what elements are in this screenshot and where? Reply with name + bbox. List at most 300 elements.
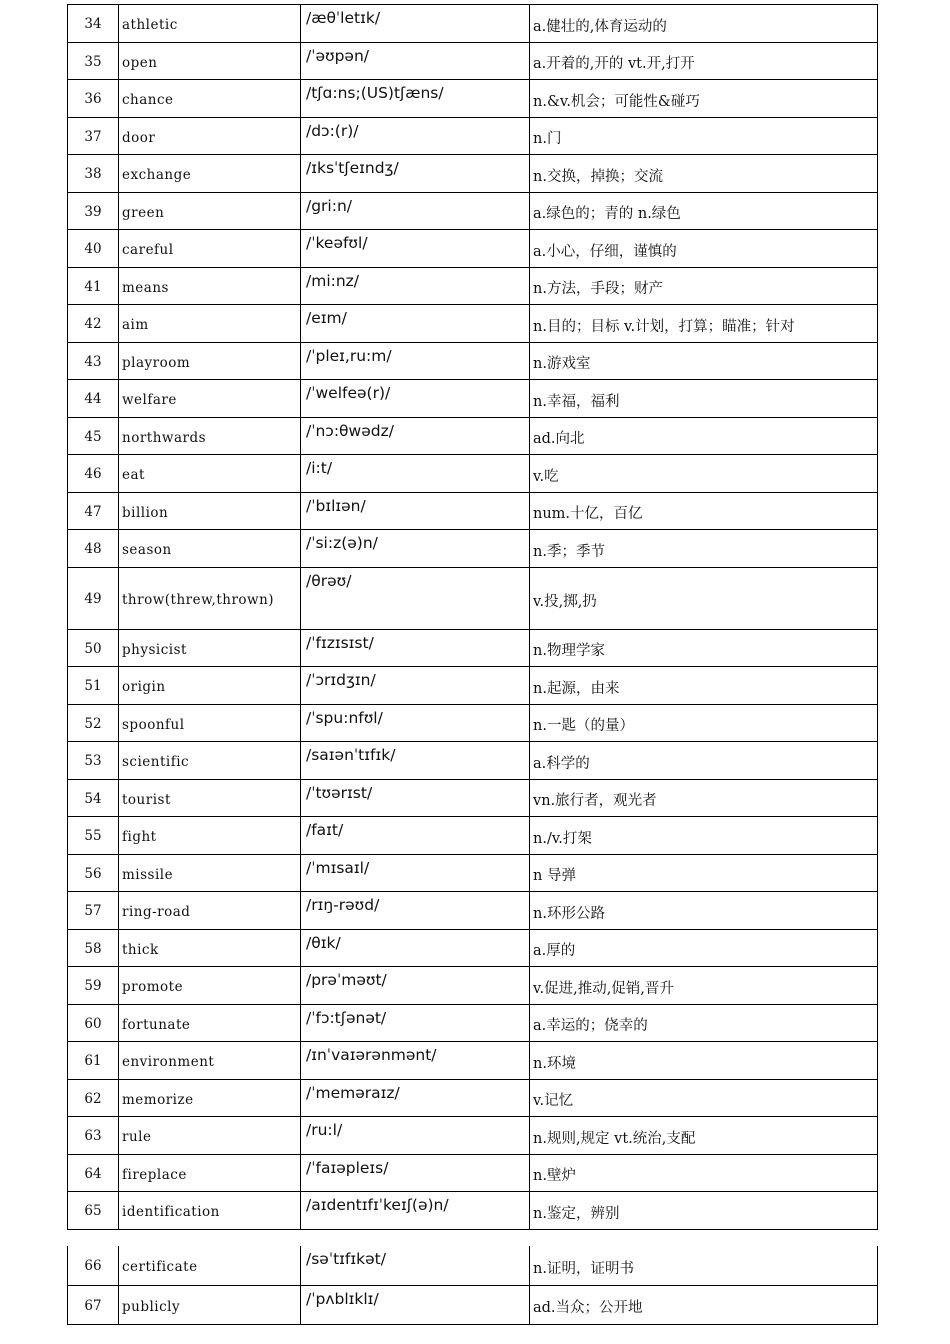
definition-cell-text: a.厚的 (533, 943, 576, 960)
definition-cell (530, 929, 878, 967)
definition-cell-text: n.一匙（的量） (533, 718, 634, 735)
definition-cell (530, 1004, 878, 1042)
word-cell-text: northwards (122, 429, 207, 446)
definition-cell-text: n.&v.机会；可能性&碰巧 (533, 93, 700, 110)
word-cell-text: playroom (122, 354, 191, 371)
phonetic-cell-text: /saɪənˈtɪfɪk/ (306, 746, 396, 764)
phonetic-cell (301, 455, 530, 493)
row-number (68, 567, 119, 629)
definition-cell (530, 267, 878, 305)
row-number (68, 1246, 119, 1285)
phonetic-cell (301, 5, 530, 43)
row-number (68, 192, 119, 230)
word-cell-text: identification (122, 1204, 220, 1221)
row-number (68, 742, 119, 780)
vocabulary-row (68, 854, 878, 892)
definition-cell (530, 1192, 878, 1230)
vocabulary-row (68, 192, 878, 230)
word-cell (119, 892, 301, 930)
row-number-text: 57 (84, 903, 102, 920)
word-cell-text: eat (122, 467, 145, 484)
row-number (68, 267, 119, 305)
definition-cell-text: v.促进,推动,促销,晋升 (533, 980, 674, 997)
phonetic-cell-text: /θrəʊ/ (306, 571, 352, 590)
word-cell (119, 192, 301, 230)
row-number (68, 1192, 119, 1230)
phonetic-cell (301, 854, 530, 892)
definition-cell-text: num.十亿，百亿 (533, 506, 643, 523)
row-number-text: 65 (84, 1203, 102, 1220)
phonetic-cell (301, 492, 530, 530)
definition-cell (530, 455, 878, 493)
definition-cell-text: n.规则,规定 vt.统治,支配 (533, 1130, 696, 1147)
phonetic-cell-text: /ˈfɪzɪsɪst/ (306, 633, 374, 652)
definition-cell (530, 1285, 878, 1324)
row-number-text: 50 (84, 640, 102, 657)
word-cell-text: open (122, 54, 158, 71)
phonetic-cell (301, 230, 530, 268)
phonetic-cell (301, 530, 530, 568)
phonetic-cell-text: /tʃɑ:ns;(US)tʃæns/ (306, 84, 444, 102)
vocabulary-row (68, 779, 878, 817)
phonetic-cell-text: /ɪksˈtʃeɪndʒ/ (306, 159, 399, 177)
phonetic-cell (301, 380, 530, 418)
definition-cell (530, 742, 878, 780)
definition-cell (530, 305, 878, 343)
definition-cell-text: n.季；季节 (533, 543, 605, 560)
row-number (68, 230, 119, 268)
row-number (68, 492, 119, 530)
row-number (68, 1285, 119, 1324)
definition-cell (530, 42, 878, 80)
vocabulary-row (68, 1192, 878, 1230)
word-cell (119, 1246, 301, 1285)
word-cell (119, 929, 301, 967)
row-number (68, 455, 119, 493)
word-cell-text: certificate (122, 1259, 198, 1276)
definition-cell-text: n.鉴定，辨别 (533, 1205, 620, 1222)
phonetic-cell-text: /prəˈməʊt/ (306, 971, 387, 989)
definition-cell-text: ad.向北 (533, 431, 585, 448)
word-cell (119, 1079, 301, 1117)
vocabulary-row (68, 305, 878, 343)
word-cell (119, 455, 301, 493)
definition-cell (530, 1042, 878, 1080)
definition-cell (530, 342, 878, 380)
row-number (68, 530, 119, 568)
definition-cell-text: vn.旅行者，观光者 (533, 793, 657, 810)
phonetic-cell-text: /ˈsi:z(ə)n/ (306, 534, 378, 552)
word-cell (119, 629, 301, 667)
row-number (68, 380, 119, 418)
row-number-text: 35 (84, 53, 102, 70)
phonetic-cell (301, 704, 530, 742)
vocabulary-row (68, 667, 878, 705)
definition-cell-text: ad.当众；公开地 (533, 1300, 643, 1316)
row-number (68, 667, 119, 705)
vocabulary-row (68, 629, 878, 667)
row-number (68, 629, 119, 667)
word-cell (119, 1004, 301, 1042)
vocabulary-row (68, 1154, 878, 1192)
vocabulary-row (68, 1285, 878, 1324)
vocabulary-table-body (68, 5, 878, 1230)
row-number-text: 67 (84, 1297, 102, 1314)
definition-cell (530, 1117, 878, 1155)
vocabulary-row (68, 117, 878, 155)
vocabulary-row (68, 892, 878, 930)
row-number (68, 305, 119, 343)
definition-cell (530, 854, 878, 892)
definition-cell (530, 704, 878, 742)
definition-cell (530, 155, 878, 193)
phonetic-cell-text: /ˈmeməraɪz/ (306, 1083, 400, 1102)
word-cell (119, 1154, 301, 1192)
phonetic-cell-text: /rɪŋ-rəʊd/ (306, 896, 380, 914)
row-number-text: 41 (84, 278, 102, 295)
word-cell-text: missile (122, 866, 174, 883)
row-number-text: 45 (84, 428, 102, 445)
word-cell-text: ring-road (122, 904, 191, 921)
definition-cell-text: n.幸福，福利 (533, 393, 620, 410)
phonetic-cell-text: /ˈwelfeə(r)/ (306, 384, 391, 402)
vocabulary-table-continued-body (68, 1246, 878, 1324)
phonetic-cell (301, 342, 530, 380)
phonetic-cell-text: /səˈtɪfɪkət/ (306, 1250, 386, 1268)
row-number (68, 1042, 119, 1080)
phonetic-cell (301, 80, 530, 118)
row-number-text: 60 (84, 1015, 102, 1032)
word-cell-text: welfare (122, 392, 177, 409)
word-cell-text: means (122, 279, 169, 296)
definition-cell-text: n.起源，由来 (533, 680, 620, 697)
definition-cell-text: n.交换，掉换；交流 (533, 168, 663, 185)
word-cell (119, 267, 301, 305)
phonetic-cell (301, 1079, 530, 1117)
definition-cell-text: v.记忆 (533, 1093, 574, 1110)
definition-cell (530, 530, 878, 568)
phonetic-cell-text: /ɪnˈvaɪərənmənt/ (306, 1046, 437, 1064)
phonetic-cell (301, 929, 530, 967)
vocabulary-row (68, 742, 878, 780)
row-number-text: 40 (84, 241, 102, 258)
definition-cell-text: n.门 (533, 131, 562, 148)
row-number-text: 36 (84, 91, 102, 108)
vocabulary-row (68, 1246, 878, 1285)
phonetic-cell (301, 1285, 530, 1324)
phonetic-cell (301, 1042, 530, 1080)
vocabulary-row (68, 230, 878, 268)
word-cell-text: origin (122, 679, 166, 696)
definition-cell-text: n./v.打架 (533, 830, 592, 847)
word-cell (119, 1285, 301, 1324)
definition-cell (530, 380, 878, 418)
row-number-text: 37 (84, 128, 102, 145)
vocabulary-row (68, 530, 878, 568)
word-cell-text: season (122, 542, 172, 559)
row-number-text: 52 (84, 715, 102, 732)
definition-cell (530, 817, 878, 855)
definition-cell-text: n.环形公路 (533, 905, 605, 922)
phonetic-cell-text: /faɪt/ (306, 821, 344, 839)
phonetic-cell-text: /ˈfɔ:tʃənət/ (306, 1008, 387, 1027)
word-cell (119, 1192, 301, 1230)
row-number (68, 892, 119, 930)
definition-cell (530, 629, 878, 667)
definition-cell-text: a.健壮的,体育运动的 (533, 18, 667, 35)
row-number-text: 59 (84, 978, 102, 995)
vocabulary-row (68, 967, 878, 1005)
row-number-text: 48 (84, 541, 102, 558)
phonetic-cell-text: /ˈnɔ:θwədz/ (306, 421, 394, 440)
row-number-text: 49 (84, 591, 102, 607)
vocabulary-table (67, 4, 878, 1230)
vocabulary-table-continued (67, 1246, 878, 1325)
vocabulary-row (68, 342, 878, 380)
phonetic-cell-text: /dɔ:(r)/ (306, 121, 359, 140)
row-number (68, 1117, 119, 1155)
definition-cell (530, 5, 878, 43)
phonetic-cell (301, 629, 530, 667)
phonetic-cell-text: /ˈpleɪ,ru:m/ (306, 346, 392, 365)
vocabulary-row (68, 1042, 878, 1080)
vocabulary-row (68, 380, 878, 418)
row-number (68, 967, 119, 1005)
phonetic-cell-text: /æθˈletɪk/ (306, 9, 381, 27)
row-number (68, 117, 119, 155)
row-number-text: 56 (84, 865, 102, 882)
phonetic-cell (301, 817, 530, 855)
row-number-text: 53 (84, 753, 102, 770)
phonetic-cell-text: /ˈəʊpən/ (306, 46, 370, 65)
row-number (68, 704, 119, 742)
phonetic-cell-text: /θɪk/ (306, 933, 341, 952)
row-number-text: 61 (84, 1053, 102, 1070)
phonetic-cell (301, 305, 530, 343)
vocabulary-row (68, 1004, 878, 1042)
definition-cell-text: n.游戏室 (533, 356, 591, 373)
phonetic-cell-text: /eɪm/ (306, 309, 347, 327)
phonetic-cell (301, 117, 530, 155)
row-number (68, 417, 119, 455)
definition-cell-text: n.证明，证明书 (533, 1260, 634, 1277)
row-number-text: 47 (84, 503, 102, 520)
phonetic-cell-text: /aɪdentɪfɪˈkeɪʃ(ə)n/ (306, 1196, 449, 1214)
definition-cell (530, 567, 878, 629)
row-number-text: 66 (84, 1258, 102, 1275)
row-number-text: 34 (84, 16, 102, 33)
word-cell (119, 1042, 301, 1080)
word-cell-text: tourist (122, 791, 171, 808)
word-cell (119, 1117, 301, 1155)
row-number (68, 817, 119, 855)
vocabulary-row (68, 704, 878, 742)
vocabulary-row (68, 492, 878, 530)
row-number (68, 42, 119, 80)
phonetic-cell (301, 1117, 530, 1155)
definition-cell (530, 192, 878, 230)
phonetic-cell (301, 742, 530, 780)
vocabulary-row (68, 417, 878, 455)
row-number-text: 42 (84, 316, 102, 333)
definition-cell (530, 1246, 878, 1285)
phonetic-cell-text: /ˈspu:nfʊl/ (306, 708, 383, 727)
word-cell-text: publicly (122, 1298, 181, 1315)
word-cell-text: fortunate (122, 1016, 191, 1033)
row-number-text: 55 (84, 828, 102, 845)
phonetic-cell (301, 1192, 530, 1230)
word-cell-text: fireplace (122, 1166, 187, 1183)
vocabulary-row (68, 42, 878, 80)
word-cell (119, 492, 301, 530)
row-number (68, 1154, 119, 1192)
phonetic-cell (301, 1004, 530, 1042)
definition-cell (530, 667, 878, 705)
definition-cell-text: n 导弹 (533, 868, 576, 885)
definition-cell-text: n.壁炉 (533, 1168, 576, 1185)
phonetic-cell (301, 192, 530, 230)
word-cell-text: aim (122, 317, 149, 334)
word-cell (119, 779, 301, 817)
row-number-text: 38 (84, 166, 102, 183)
row-number (68, 854, 119, 892)
word-cell (119, 742, 301, 780)
vocabulary-row (68, 929, 878, 967)
row-number-text: 51 (84, 678, 102, 695)
row-number (68, 1079, 119, 1117)
definition-cell-text: a.科学的 (533, 755, 590, 772)
word-cell-text: fight (122, 829, 157, 846)
phonetic-cell (301, 892, 530, 930)
row-number-text: 39 (84, 203, 102, 220)
definition-cell-text: n.方法，手段；财产 (533, 281, 663, 298)
phonetic-cell (301, 267, 530, 305)
word-cell-text: rule (122, 1129, 152, 1146)
word-cell (119, 530, 301, 568)
word-cell-text: chance (122, 92, 174, 109)
word-cell (119, 230, 301, 268)
definition-cell-text: v.吃 (533, 468, 559, 485)
vocabulary-row (68, 155, 878, 193)
phonetic-cell-text: /ˈbɪlɪən/ (306, 496, 366, 515)
phonetic-cell-text: /mi:nz/ (306, 271, 360, 290)
definition-cell (530, 80, 878, 118)
phonetic-cell (301, 779, 530, 817)
definition-cell (530, 417, 878, 455)
row-number (68, 80, 119, 118)
row-number (68, 779, 119, 817)
word-cell-text: scientific (122, 754, 190, 771)
phonetic-cell-text: /ˈɔrɪdʒɪn/ (306, 671, 376, 689)
phonetic-cell-text: /ˈmɪsaɪl/ (306, 858, 370, 877)
vocabulary-row (68, 267, 878, 305)
definition-cell (530, 779, 878, 817)
definition-cell (530, 892, 878, 930)
phonetic-cell-text: /ˈpʌblɪklɪ/ (306, 1289, 379, 1308)
word-cell (119, 155, 301, 193)
word-cell (119, 42, 301, 80)
definition-cell (530, 117, 878, 155)
vocabulary-row (68, 817, 878, 855)
definition-cell-text: a.小心，仔细，谨慎的 (533, 243, 677, 260)
vocabulary-row (68, 1079, 878, 1117)
word-cell-text: athletic (122, 17, 178, 34)
word-cell (119, 342, 301, 380)
row-number (68, 155, 119, 193)
row-number-text: 58 (84, 940, 102, 957)
definition-cell-text: a.幸运的；侥幸的 (533, 1018, 648, 1035)
word-cell (119, 704, 301, 742)
phonetic-cell (301, 1154, 530, 1192)
phonetic-cell-text: /ˈfaɪəpleɪs/ (306, 1158, 389, 1177)
phonetic-cell (301, 967, 530, 1005)
phonetic-cell-text: /ˈtʊərɪst/ (306, 783, 373, 802)
phonetic-cell-text: /ru:l/ (306, 1121, 343, 1139)
word-cell (119, 567, 301, 629)
row-number-text: 63 (84, 1128, 102, 1145)
row-number-text: 43 (84, 353, 102, 370)
row-number (68, 929, 119, 967)
word-cell-text: environment (122, 1054, 215, 1071)
phonetic-cell (301, 417, 530, 455)
vocabulary-row (68, 455, 878, 493)
phonetic-cell-text: /gri:n/ (306, 196, 353, 215)
word-cell (119, 854, 301, 892)
word-cell (119, 380, 301, 418)
definition-cell-text: a.绿色的；青的 n.绿色 (533, 206, 681, 223)
row-number-text: 44 (84, 391, 102, 408)
word-cell-text: door (122, 129, 156, 146)
word-cell (119, 667, 301, 705)
row-number (68, 1004, 119, 1042)
word-cell-text: physicist (122, 641, 187, 658)
word-cell-text: thick (122, 941, 159, 958)
definition-cell-text: a.开着的,开的 vt.开,打开 (533, 56, 695, 73)
word-cell-text: billion (122, 504, 169, 521)
row-number-text: 62 (84, 1090, 102, 1107)
definition-cell (530, 967, 878, 1005)
word-cell (119, 5, 301, 43)
row-number-text: 64 (84, 1165, 102, 1182)
word-cell (119, 967, 301, 1005)
phonetic-cell-text: /i:t/ (306, 459, 333, 477)
word-cell-text: throw(threw,thrown) (122, 592, 275, 608)
word-cell-text: spoonful (122, 716, 185, 733)
word-cell-text: memorize (122, 1091, 194, 1108)
row-number-text: 46 (84, 466, 102, 483)
phonetic-cell (301, 42, 530, 80)
phonetic-cell (301, 155, 530, 193)
word-cell-text: green (122, 204, 165, 221)
definition-cell (530, 1079, 878, 1117)
word-cell (119, 117, 301, 155)
word-cell (119, 80, 301, 118)
phonetic-cell (301, 667, 530, 705)
vocabulary-row (68, 567, 878, 629)
phonetic-cell (301, 1246, 530, 1285)
word-cell-text: careful (122, 242, 174, 259)
definition-cell-text: n.环境 (533, 1055, 576, 1072)
vocabulary-row (68, 1117, 878, 1155)
vocabulary-row (68, 5, 878, 43)
row-number-text: 54 (84, 790, 102, 807)
word-cell (119, 817, 301, 855)
definition-cell (530, 492, 878, 530)
word-cell-text: exchange (122, 167, 192, 184)
word-cell (119, 417, 301, 455)
word-cell (119, 305, 301, 343)
definition-cell (530, 230, 878, 268)
